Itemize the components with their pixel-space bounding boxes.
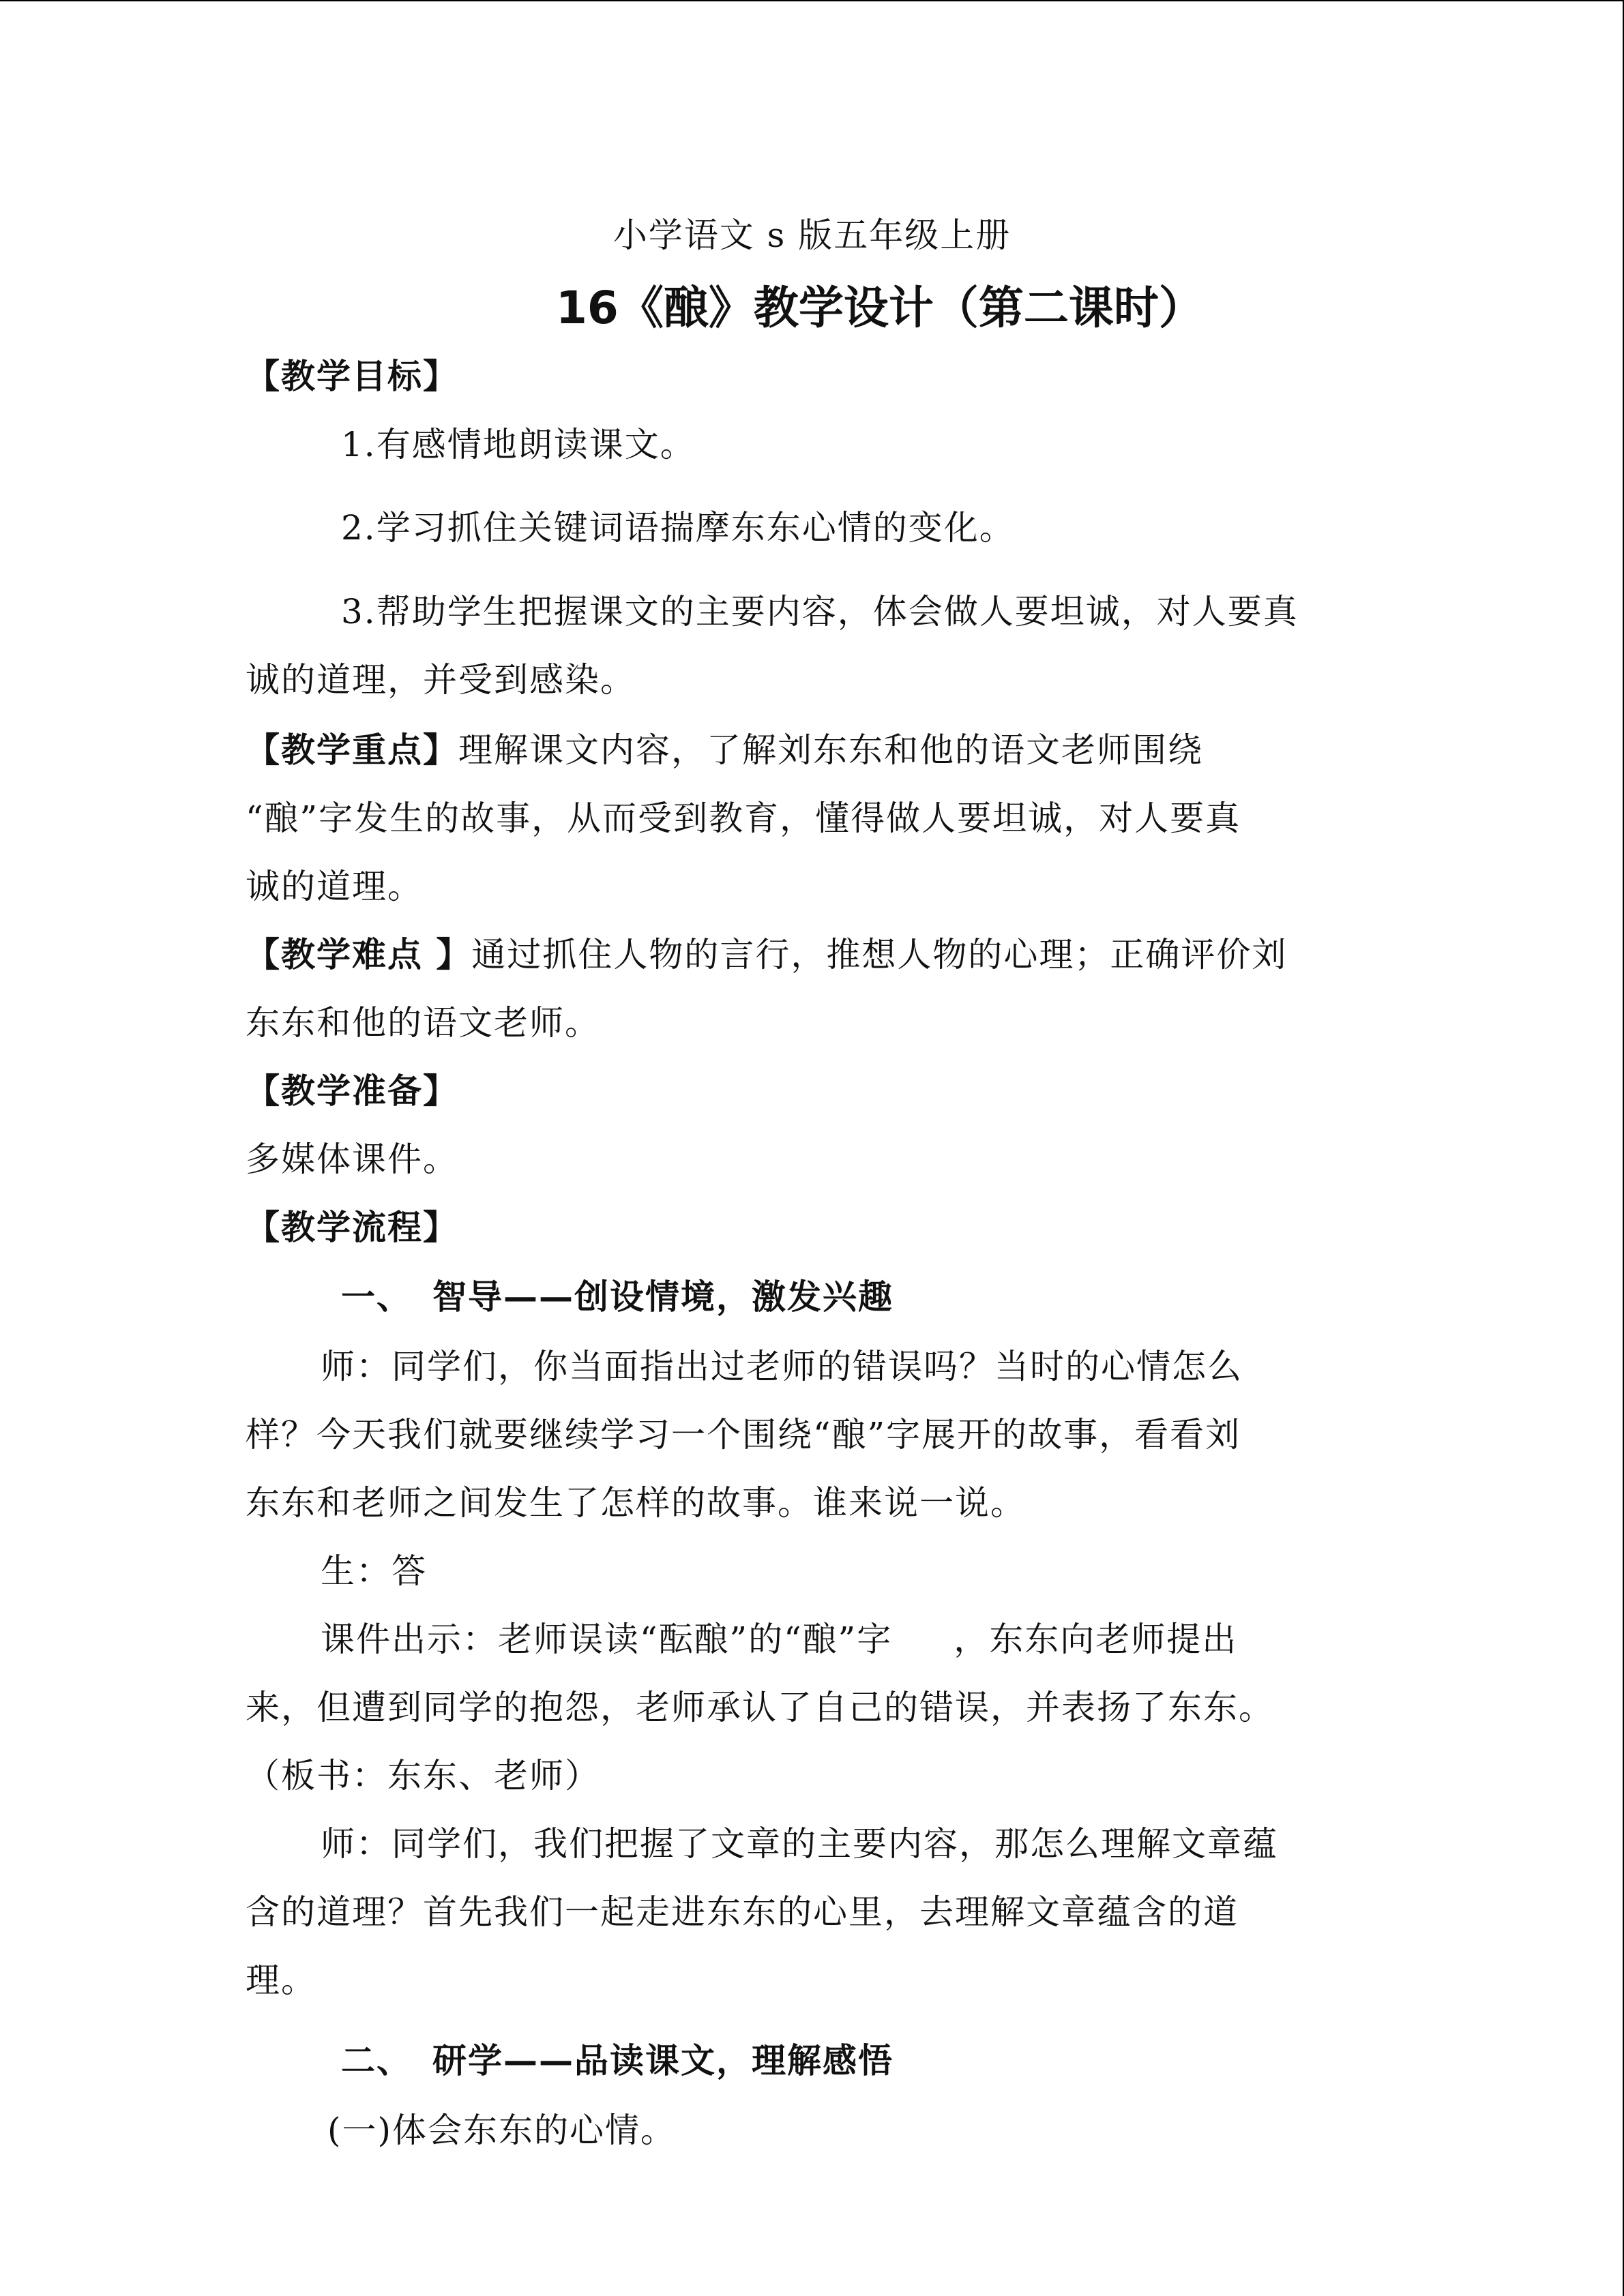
subsection-heading: (一)体会东东的心情。 bbox=[327, 2111, 677, 2150]
section2-title: 研学——品读课文，理解感悟 bbox=[432, 2041, 894, 2081]
objectives-heading: 【教学目标】 bbox=[246, 357, 458, 396]
paragraph-line bbox=[321, 1619, 1237, 1660]
paragraph-line: 生：答 bbox=[321, 1551, 427, 1591]
objective-item: 1.有感情地朗读课文。 bbox=[341, 425, 696, 464]
paragraph-line: 师：同学们，你当面指出过老师的错误吗？当时的心情怎么 bbox=[321, 1347, 1243, 1386]
objective-item: 2.学习抓住关键词语揣摩东东心情的变化。 bbox=[341, 508, 1015, 548]
key-points-line bbox=[246, 730, 1203, 771]
preparation-text: 多媒体课件。 bbox=[246, 1139, 458, 1179]
courseware-text: 课件出示：老师误读“酝酿”的“酿”字 bbox=[321, 1620, 893, 1659]
paragraph-line: 样？今天我们就要继续学习一个围绕“酿”字展开的故事，看看刘 bbox=[246, 1415, 1241, 1455]
section2-number: 二、 bbox=[341, 2041, 412, 2081]
difficulties-text: 东东和他的语文老师。 bbox=[246, 1003, 600, 1043]
paragraph-line: 东东和老师之间发生了怎样的故事。谁来说一说。 bbox=[246, 1483, 1026, 1523]
objective-item-continued: 诚的道理，并受到感染。 bbox=[246, 660, 636, 700]
difficulties-line bbox=[246, 934, 1287, 975]
paragraph-line: 含的道理？首先我们一起走进东东的心里，去理解文章蕴含的道 bbox=[246, 1892, 1239, 1932]
paragraph-line: 来，但遭到同学的抱怨，老师承认了自己的错误，并表扬了东东。 bbox=[246, 1688, 1274, 1727]
section2-heading bbox=[341, 2040, 894, 2081]
board-note: （板书：东东、老师） bbox=[246, 1756, 600, 1795]
objective-item: 3.帮助学生把握课文的主要内容，体会做人要坦诚，对人要真 bbox=[341, 592, 1299, 631]
key-points-text: 理解课文内容，了解刘东东和他的语文老师围绕 bbox=[458, 730, 1203, 770]
key-points-text: “酿”字发生的故事，从而受到教育，懂得做人要坦诚，对人要真 bbox=[246, 799, 1241, 838]
key-points-text: 诚的道理。 bbox=[246, 867, 423, 906]
preparation-heading: 【教学准备】 bbox=[246, 1071, 458, 1111]
paragraph-line: 理。 bbox=[246, 1960, 316, 2000]
process-heading: 【教学流程】 bbox=[246, 1208, 458, 1247]
section1-title: 智导——创设情境，激发兴趣 bbox=[432, 1277, 894, 1317]
document-subtitle: 小学语文 s 版五年级上册 bbox=[612, 215, 1012, 255]
key-points-heading: 【教学重点】 bbox=[246, 730, 458, 770]
difficulties-text: 通过抓住人物的言行，推想人物的心理；正确评价刘 bbox=[471, 935, 1288, 974]
courseware-text-cont: ，东东向老师提出 bbox=[954, 1620, 1238, 1659]
document-title: 16《酿》教学设计（第二课时） bbox=[556, 282, 1204, 334]
difficulties-heading: 【教学难点 】 bbox=[246, 935, 472, 974]
paragraph-line: 师：同学们，我们把握了文章的主要内容，那怎么理解文章蕴 bbox=[321, 1824, 1278, 1864]
section1-heading bbox=[341, 1277, 894, 1317]
section1-number: 一、 bbox=[341, 1277, 412, 1317]
